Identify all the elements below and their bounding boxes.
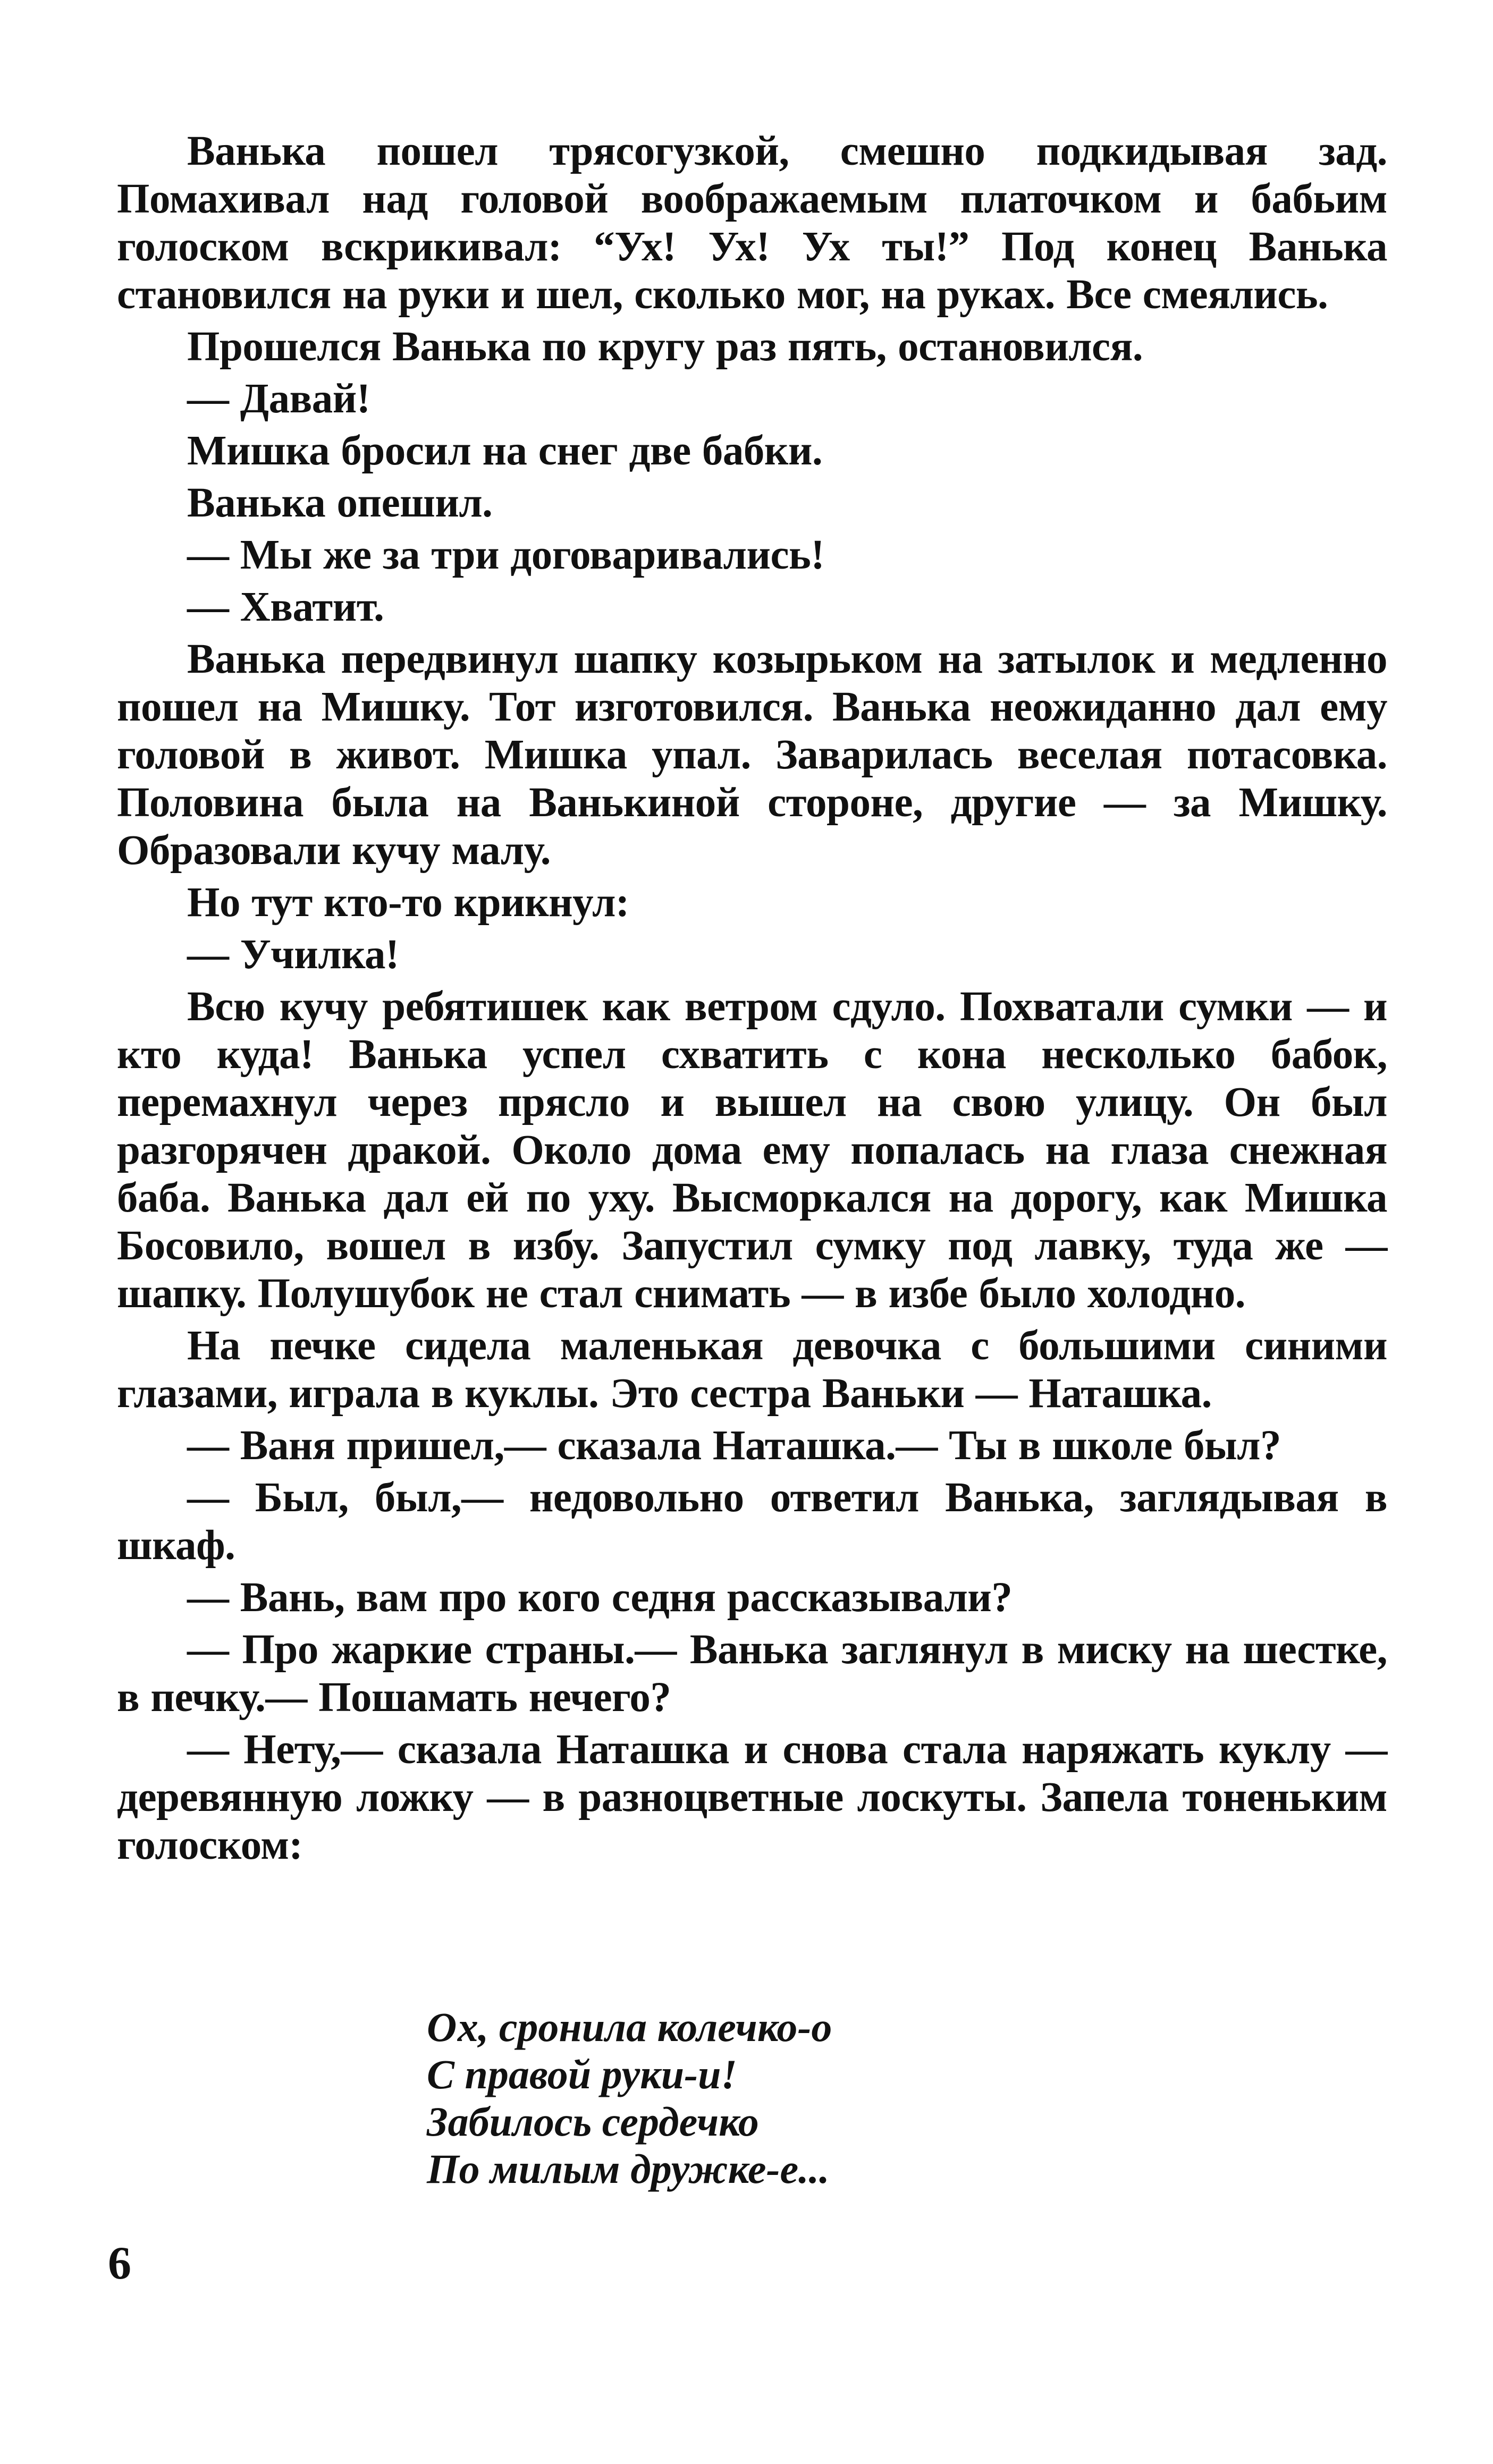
paragraph: Но тут кто-то крикнул:	[187, 879, 629, 926]
paragraph: — Ваня пришел,— сказала Наташка.— Ты в школе был?	[187, 1422, 1281, 1469]
paragraph: — Про жаркие страны.— Ванька заглянул в миску на шестке, в печку.— Пошамать нечего?	[117, 1627, 1387, 1721]
paragraph: — Был, был,— недовольно ответил Ванька, заглядывая в шкаф.	[117, 1475, 1387, 1569]
paragraph: — Училка!	[187, 932, 399, 978]
paragraph: Ванька опешил.	[187, 480, 493, 526]
body-text	[117, 128, 1387, 1874]
page-number: 6	[108, 2238, 131, 2289]
verse-line: Забилось сердечко	[427, 2098, 759, 2145]
verse-line: По милым дружке-е...	[427, 2146, 830, 2192]
paragraph: — Нету,— сказала Наташка и снова стала наряжать куклу — деревянную ложку — в разноцветные лоскуты. Запела тоненьким голоском:	[117, 1726, 1387, 1868]
song-verse	[427, 2003, 1277, 2192]
verse-line: Ох, сронила колечко-о	[427, 2004, 832, 2050]
paragraph: Мишка бросил на снег две бабки.	[187, 428, 823, 474]
paragraph: Прошелся Ванька по кругу раз пять, остановился.	[187, 324, 1143, 370]
paragraph: — Давай!	[187, 376, 370, 422]
paragraph: Ванька передвинул шапку козырьком на затылок и медленно пошел на Мишку. Тот изготовился. Ванька неожиданно дал ему головой в живот. Мишка упал. Заварилась веселая потасовка. Половина была на Ванькиной стороне, другие — за Мишку. Образовали кучу малу.	[117, 636, 1387, 874]
paragraph: На печке сидела маленькая девочка с большими синими глазами, играла в куклы. Это сестра Ваньки — Наташка.	[117, 1323, 1387, 1417]
paragraph: Всю кучу ребятишек как ветром сдуло. Похватали сумки — и кто куда! Ванька успел схватить с кона несколько бабок, перемахнул через прясло и вышел на свою улицу. Он был разгорячен дракой. Около дома ему попалась на глаза снежная баба. Ванька дал ей по уху. Высморкался на дорогу, как Мишка Босовило, вошел в избу. Запустил сумку под лавку, туда же — шапку. Полушубок не стал снимать — в избе было холодно.	[117, 984, 1387, 1317]
paragraph: — Мы же за три договаривались!	[187, 532, 825, 578]
paragraph: — Хватит.	[187, 584, 384, 630]
verse-line: С правой руки-и!	[427, 2051, 737, 2097]
paragraph: — Вань, вам про кого седня рассказывали?	[187, 1574, 1013, 1621]
paragraph: Ванька пошел трясогузкой, смешно подкидывая зад. Помахивал над головой воображаемым платочком и бабьим голоском вскрикивал: “Ух! Ух! Ух ты!” Под конец Ванька становился на руки и шел, сколько мог, на руках. Все смеялись.	[117, 128, 1387, 318]
